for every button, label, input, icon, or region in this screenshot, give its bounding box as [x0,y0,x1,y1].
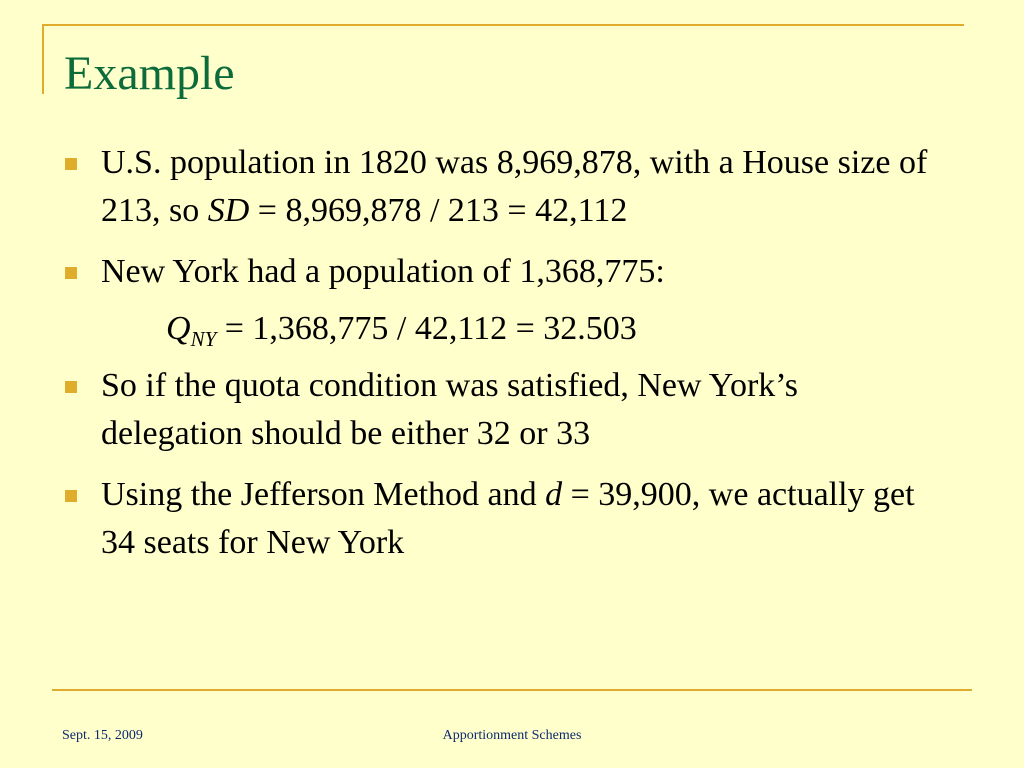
bullet-square-icon [65,490,77,502]
bullet-text: Using the Jefferson Method and [101,476,546,513]
bullet-text: = 8,969,878 / 213 = 42,112 [249,192,628,229]
bullet-text: So if the quota condition was satisfied, New York’s delegation should be either 32 or 33 [101,367,798,452]
bullet-square-icon [65,381,77,393]
footer-date: Sept. 15, 2009 [62,728,143,743]
slide-title: Example [64,47,235,100]
bullet-text: U.S. population in 1820 was 8,969,878, with a House size of 213, so [101,144,928,229]
footer-divider-line [52,689,972,691]
bullet-item [64,139,944,235]
bullet-square-icon [65,267,77,279]
bullet-text: = 39,900, we actually get 34 seats for New York [101,476,915,561]
formula-q-symbol: Q [166,310,191,347]
formula-expression: = 1,368,775 / 42,112 = 32.503 [216,310,637,347]
bullet-square-icon [65,158,77,170]
d-symbol: d [545,476,563,513]
formula-subscript: NY [190,327,217,351]
left-divider-line [42,24,44,94]
footer-title: Apportionment Schemes [442,728,582,743]
sd-symbol: SD [207,192,250,229]
bullet-item [64,362,944,458]
quota-formula [64,305,944,353]
bullet-item [64,248,944,296]
slide-content [64,139,944,580]
bullet-item [64,471,944,567]
top-divider-line [42,24,964,26]
bullet-text: New York had a population of 1,368,775: [101,253,665,290]
